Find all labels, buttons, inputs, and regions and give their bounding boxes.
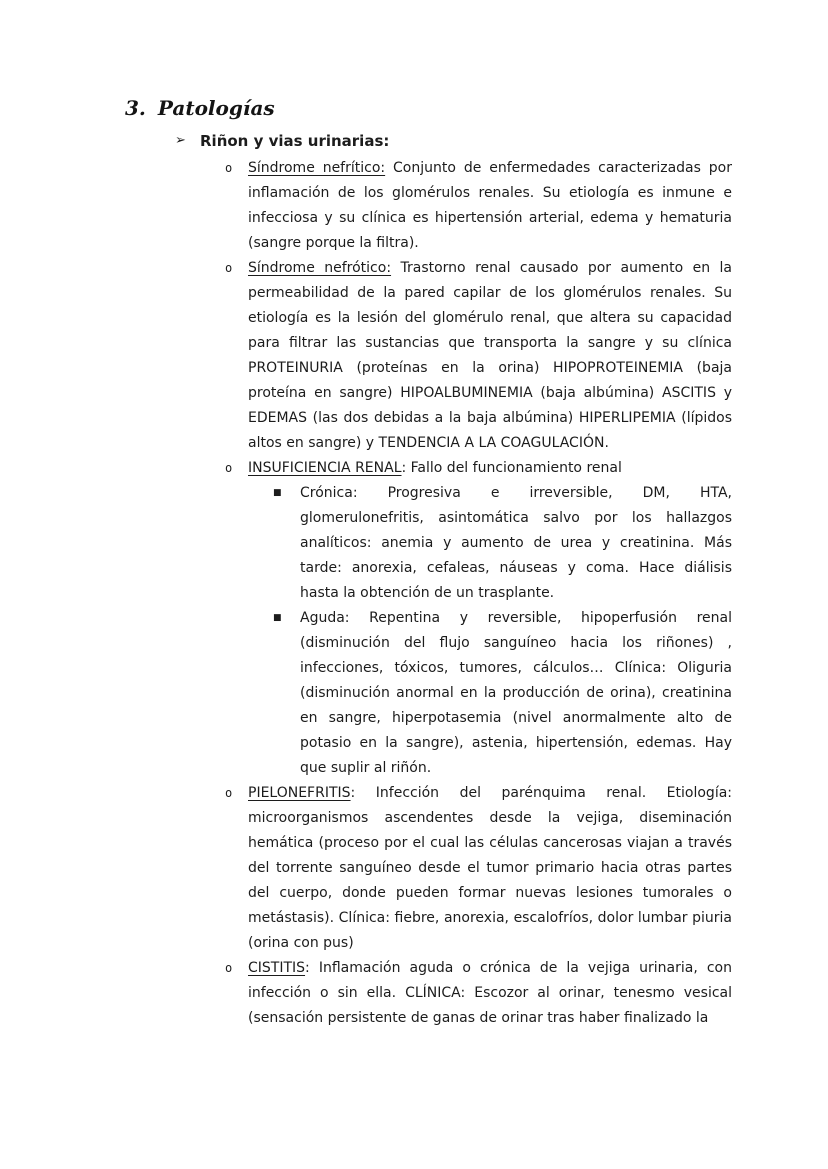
section-title: Riñon y vias urinarias: <box>200 132 390 150</box>
square-bullet-icon: ■ <box>273 613 282 623</box>
item-body: : Inflamación aguda o crónica de la vejiga urinaria, con infección o sin ella. CLÍNICA: Escozor al orinar, tenesmo vesical (sensación persistente de ganas de orinar tras haber finalizado la <box>248 960 732 1026</box>
list-item-sindrome-nefrotico <box>225 256 732 456</box>
list-item-insuficiencia-renal <box>225 456 732 781</box>
list-item-sindrome-nefritico <box>225 156 732 256</box>
item-term: PIELONEFRITIS <box>248 785 351 801</box>
sub-item-text: Crónica: Progresiva e irreversible, DM, HTA, glomerulonefritis, asintomática salvo por los hallazgos analíticos: anemia y aumento de urea y creatinina. Más tarde: anorexia, cefaleas, náuseas y coma. Hace diálisis hasta la obtención de un trasplante. <box>300 485 732 601</box>
item-term: INSUFICIENCIA RENAL <box>248 460 402 476</box>
circle-bullet-icon: o <box>225 786 233 800</box>
item-term: Síndrome nefrítico: <box>248 160 386 176</box>
arrow-bullet-icon: ➢ <box>175 133 186 148</box>
item-list <box>225 156 732 1031</box>
item-text <box>248 256 732 456</box>
item-text <box>248 156 732 256</box>
item-body: : Fallo del funcionamiento renal <box>401 460 622 476</box>
circle-bullet-icon: o <box>225 961 233 975</box>
item-body: Conjunto de enfermedades caracterizadas por inflamación de los glomérulos renales. Su etiología es inmune e infecciosa y su clínica es hipertensión arterial, edema y hematuria (sangre porque la filtra). <box>248 160 733 251</box>
page-title <box>125 94 732 122</box>
item-body: : Infección del parénquima renal. Etiología: microorganismos ascendentes desde la vejiga, diseminación hemática (proceso por el cual las células cancerosas viajan a través del torrente sanguíneo desde el tumor primario hacia otras partes del cuerpo, donde pueden formar nuevas lesiones tumorales o metástasis). Clínica: fiebre, anorexia, escalofríos, dolor lumbar piuria (orina con pus) <box>248 785 732 951</box>
sub-list-item-aguda <box>273 606 732 781</box>
item-body: Trastorno renal causado por aumento en la permeabilidad de la pared capilar de los glomérulos renales. Su etiología es la lesión del glomérulo renal, que altera su capacidad para filtrar las sustancias que transporta la sangre y su clínica PROTEINURIA (proteínas en la orina) HIPOPROTEINEMIA (baja proteína en sangre) HIPOALBUMINEMIA (baja albúmina) ASCITIS y EDEMAS (las dos debidas a la baja albúmina) HIPERLIPEMIA (lípidos altos en sangre) y TENDENCIA A LA COAGULACIÓN. <box>248 260 732 451</box>
sub-list-item-cronica <box>273 481 732 606</box>
item-term: CISTITIS <box>248 960 306 976</box>
item-text <box>248 781 732 956</box>
list-item-cistitis <box>225 956 732 1031</box>
sub-item-text: Aguda: Repentina y reversible, hipoperfusión renal (disminución del flujo sanguíneo hacia los riñones) , infecciones, tóxicos, tumores, cálculos… Clínica: Oliguria (disminución anormal en la producción de orina), creatinina en sangre, hiperpotasemia (nivel anormalmente alto de potasio en la sangre), astenia, hipertensión, edemas. Hay que suplir al riñón. <box>300 610 732 776</box>
item-content <box>248 956 732 1031</box>
list-item-pielonefritis <box>225 781 732 956</box>
heading-number: 3. <box>125 96 146 120</box>
section-header <box>175 129 732 153</box>
item-content <box>248 156 732 256</box>
square-bullet-icon: ■ <box>273 488 282 498</box>
item-content <box>248 256 732 456</box>
item-text <box>248 956 732 1031</box>
circle-bullet-icon: o <box>225 161 233 175</box>
heading-title: Patologías <box>157 96 275 120</box>
item-text <box>248 456 732 481</box>
item-content <box>248 781 732 956</box>
circle-bullet-icon: o <box>225 261 233 275</box>
item-content <box>248 456 732 781</box>
circle-bullet-icon: o <box>225 461 233 475</box>
item-term: Síndrome nefrótico: <box>248 260 392 276</box>
